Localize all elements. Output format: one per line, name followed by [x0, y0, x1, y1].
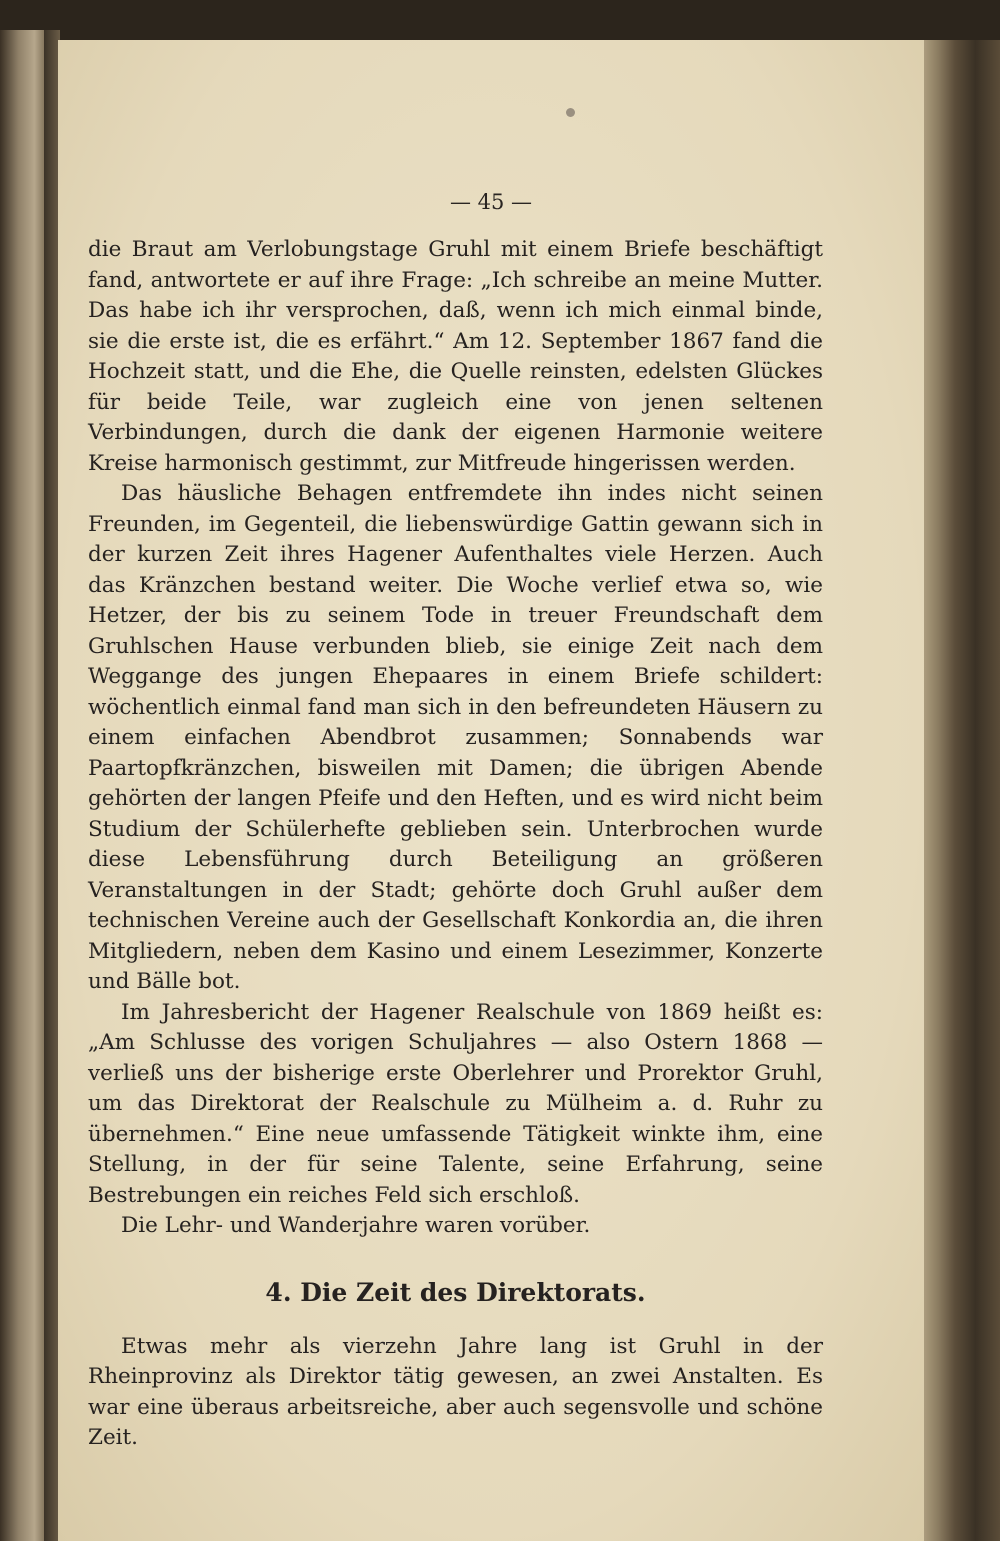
section-heading: 4. Die Zeit des Direktorats.: [265, 1277, 646, 1307]
paragraph-2: Das häusliche Behagen entfremdete ihn indes nicht seinen Freunden, im Gegenteil, die liebenswürdige Gattin gewann sich in der kurzen Zeit ihres Hagener Aufenthaltes viele Herzen. Auch das Kränzchen bestand weiter. Die Woche verlief etwa so, wie Hetzer, der bis zu seinem Tode in treuer Freundschaft dem Gruhlschen Hause verbunden blieb, sie einige Zeit nach dem Weggange des jungen Ehepaares in einem Briefe schildert: wöchentlich einmal fand man sich in den befreundeten Häusern zu einem einfachen Abendbrot zusammen; Sonnabends war Paartopfkränzchen, bisweilen mit Damen; die übrigen Abende gehörten der langen Pfeife und den Heften, und es wird nicht beim Studium der Schülerhefte geblieben sein. Unterbrochen wurde diese Lebensführung durch Beteiligung an größeren Veranstaltungen in der Stadt; gehörte doch Gruhl außer dem technischen Vereine auch der Gesellschaft Konkordia an, die ihren Mitgliedern, neben dem Kasino und einem Lesezimmer, Konzerte und Bälle bot.: [88, 481, 823, 994]
page-number: — 45 —: [449, 190, 533, 214]
page-text: [88, 235, 823, 1454]
section-paragraph: Etwas mehr als vierzehn Jahre lang ist Gruhl in der Rheinprovinz als Direktor tätig gewesen, an zwei Anstalten. Es war eine überaus arbeitsreiche, aber auch segensvolle und schöne Zeit.: [88, 1333, 823, 1450]
paragraph-3: Im Jahresbericht der Hagener Realschule von 1869 heißt es: „Am Schlusse des vorigen Schuljahres — also Ostern 1868 — verließ uns der bisherige erste Oberlehrer und Prorektor Gruhl, um das Direktorat der Realschule zu Mülheim a. d. Ruhr zu übernehmen.“ Eine neue umfassende Tätigkeit winkte ihm, eine Stellung, in der für seine Talente, seine Erfahrung, seine Bestrebungen ein reiches Feld sich erschloß.: [88, 999, 823, 1208]
book-page: [58, 40, 924, 1541]
page-stack-edge: [918, 40, 1000, 1541]
paragraph-4: Die Lehr- und Wanderjahre waren vorüber.: [121, 1213, 591, 1238]
paper-speck: [566, 108, 575, 117]
previous-page-edge: [0, 30, 46, 1541]
paragraph-1: die Braut am Verlobungstage Gruhl mit einem Briefe beschäftigt fand, antwortete er auf ihre Frage: „Ich schreibe an meine Mutter. Das habe ich ihr versprochen, daß, wenn ich mich einmal binde, sie die erste ist, die es erfährt.“ Am 12. September 1867 fand die Hochzeit statt, und die Ehe, die Quelle reinsten, edelsten Glückes für beide Teile, war zugleich eine von jenen seltenen Verbindungen, durch die dank der eigenen Harmonie weitere Kreise harmonisch gestimmt, zur Mitfreude hingerissen werden.: [88, 237, 823, 476]
